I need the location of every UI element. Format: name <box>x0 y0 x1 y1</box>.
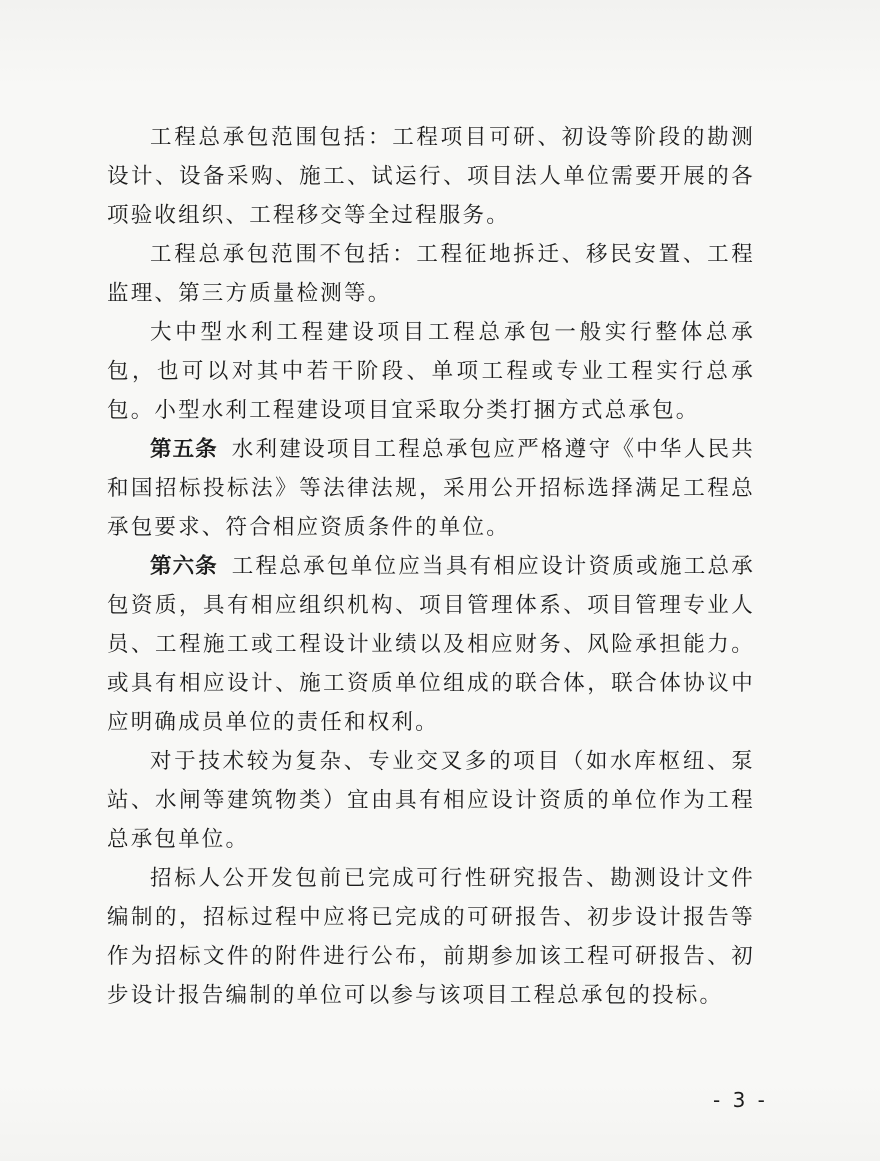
document-body <box>107 118 755 1015</box>
paragraph-text: 工程总承包范围包括：工程项目可研、初设等阶段的勘测设计、设备采购、施工、试运行、项目法人单位需要开展的各项验收组织、工程移交等全过程服务。 <box>107 125 755 228</box>
paragraph-complex-projects <box>107 742 755 859</box>
paragraph-text: 水利建设项目工程总承包应严格遵守《中华人民共和国招标投标法》等法律法规，采用公开招标选择满足工程总承包要求、符合相应资质条件的单位。 <box>107 437 755 540</box>
paragraph-text: 招标人公开发包前已完成可行性研究报告、勘测设计文件编制的，招标过程中应将已完成的可研报告、初步设计报告等作为招标文件的附件进行公布，前期参加该工程可研报告、初步设计报告编制的单位可以参与该项目工程总承包的投标。 <box>107 866 755 1008</box>
paragraph-text: 大中型水利工程建设项目工程总承包一般实行整体总承包，也可以对其中若干阶段、单项工程或专业工程实行总承包。小型水利工程建设项目宜采取分类打捆方式总承包。 <box>107 320 755 423</box>
article-five <box>107 430 755 547</box>
paragraph-contract-mode <box>107 313 755 430</box>
paragraph-scope-excluded <box>107 235 755 313</box>
article-label: 第六条 <box>150 554 218 579</box>
article-six <box>107 547 755 742</box>
article-label: 第五条 <box>150 437 218 462</box>
paragraph-text: 工程总承包范围不包括：工程征地拆迁、移民安置、工程监理、第三方质量检测等。 <box>107 242 755 306</box>
paragraph-bidding <box>107 859 755 1015</box>
paragraph-scope-included <box>107 118 755 235</box>
paragraph-text: 工程总承包单位应当具有相应设计资质或施工总承包资质，具有相应组织机构、项目管理体系、项目管理专业人员、工程施工或工程设计业绩以及相应财务、风险承担能力。或具有相应设计、施工资质单位组成的联合体，联合体协议中应明确成员单位的责任和权利。 <box>107 554 755 735</box>
paragraph-text: 对于技术较为复杂、专业交叉多的项目（如水库枢纽、泵站、水闸等建筑物类）宜由具有相应设计资质的单位作为工程总承包单位。 <box>107 749 755 852</box>
page-number: - 3 - <box>713 1088 768 1112</box>
